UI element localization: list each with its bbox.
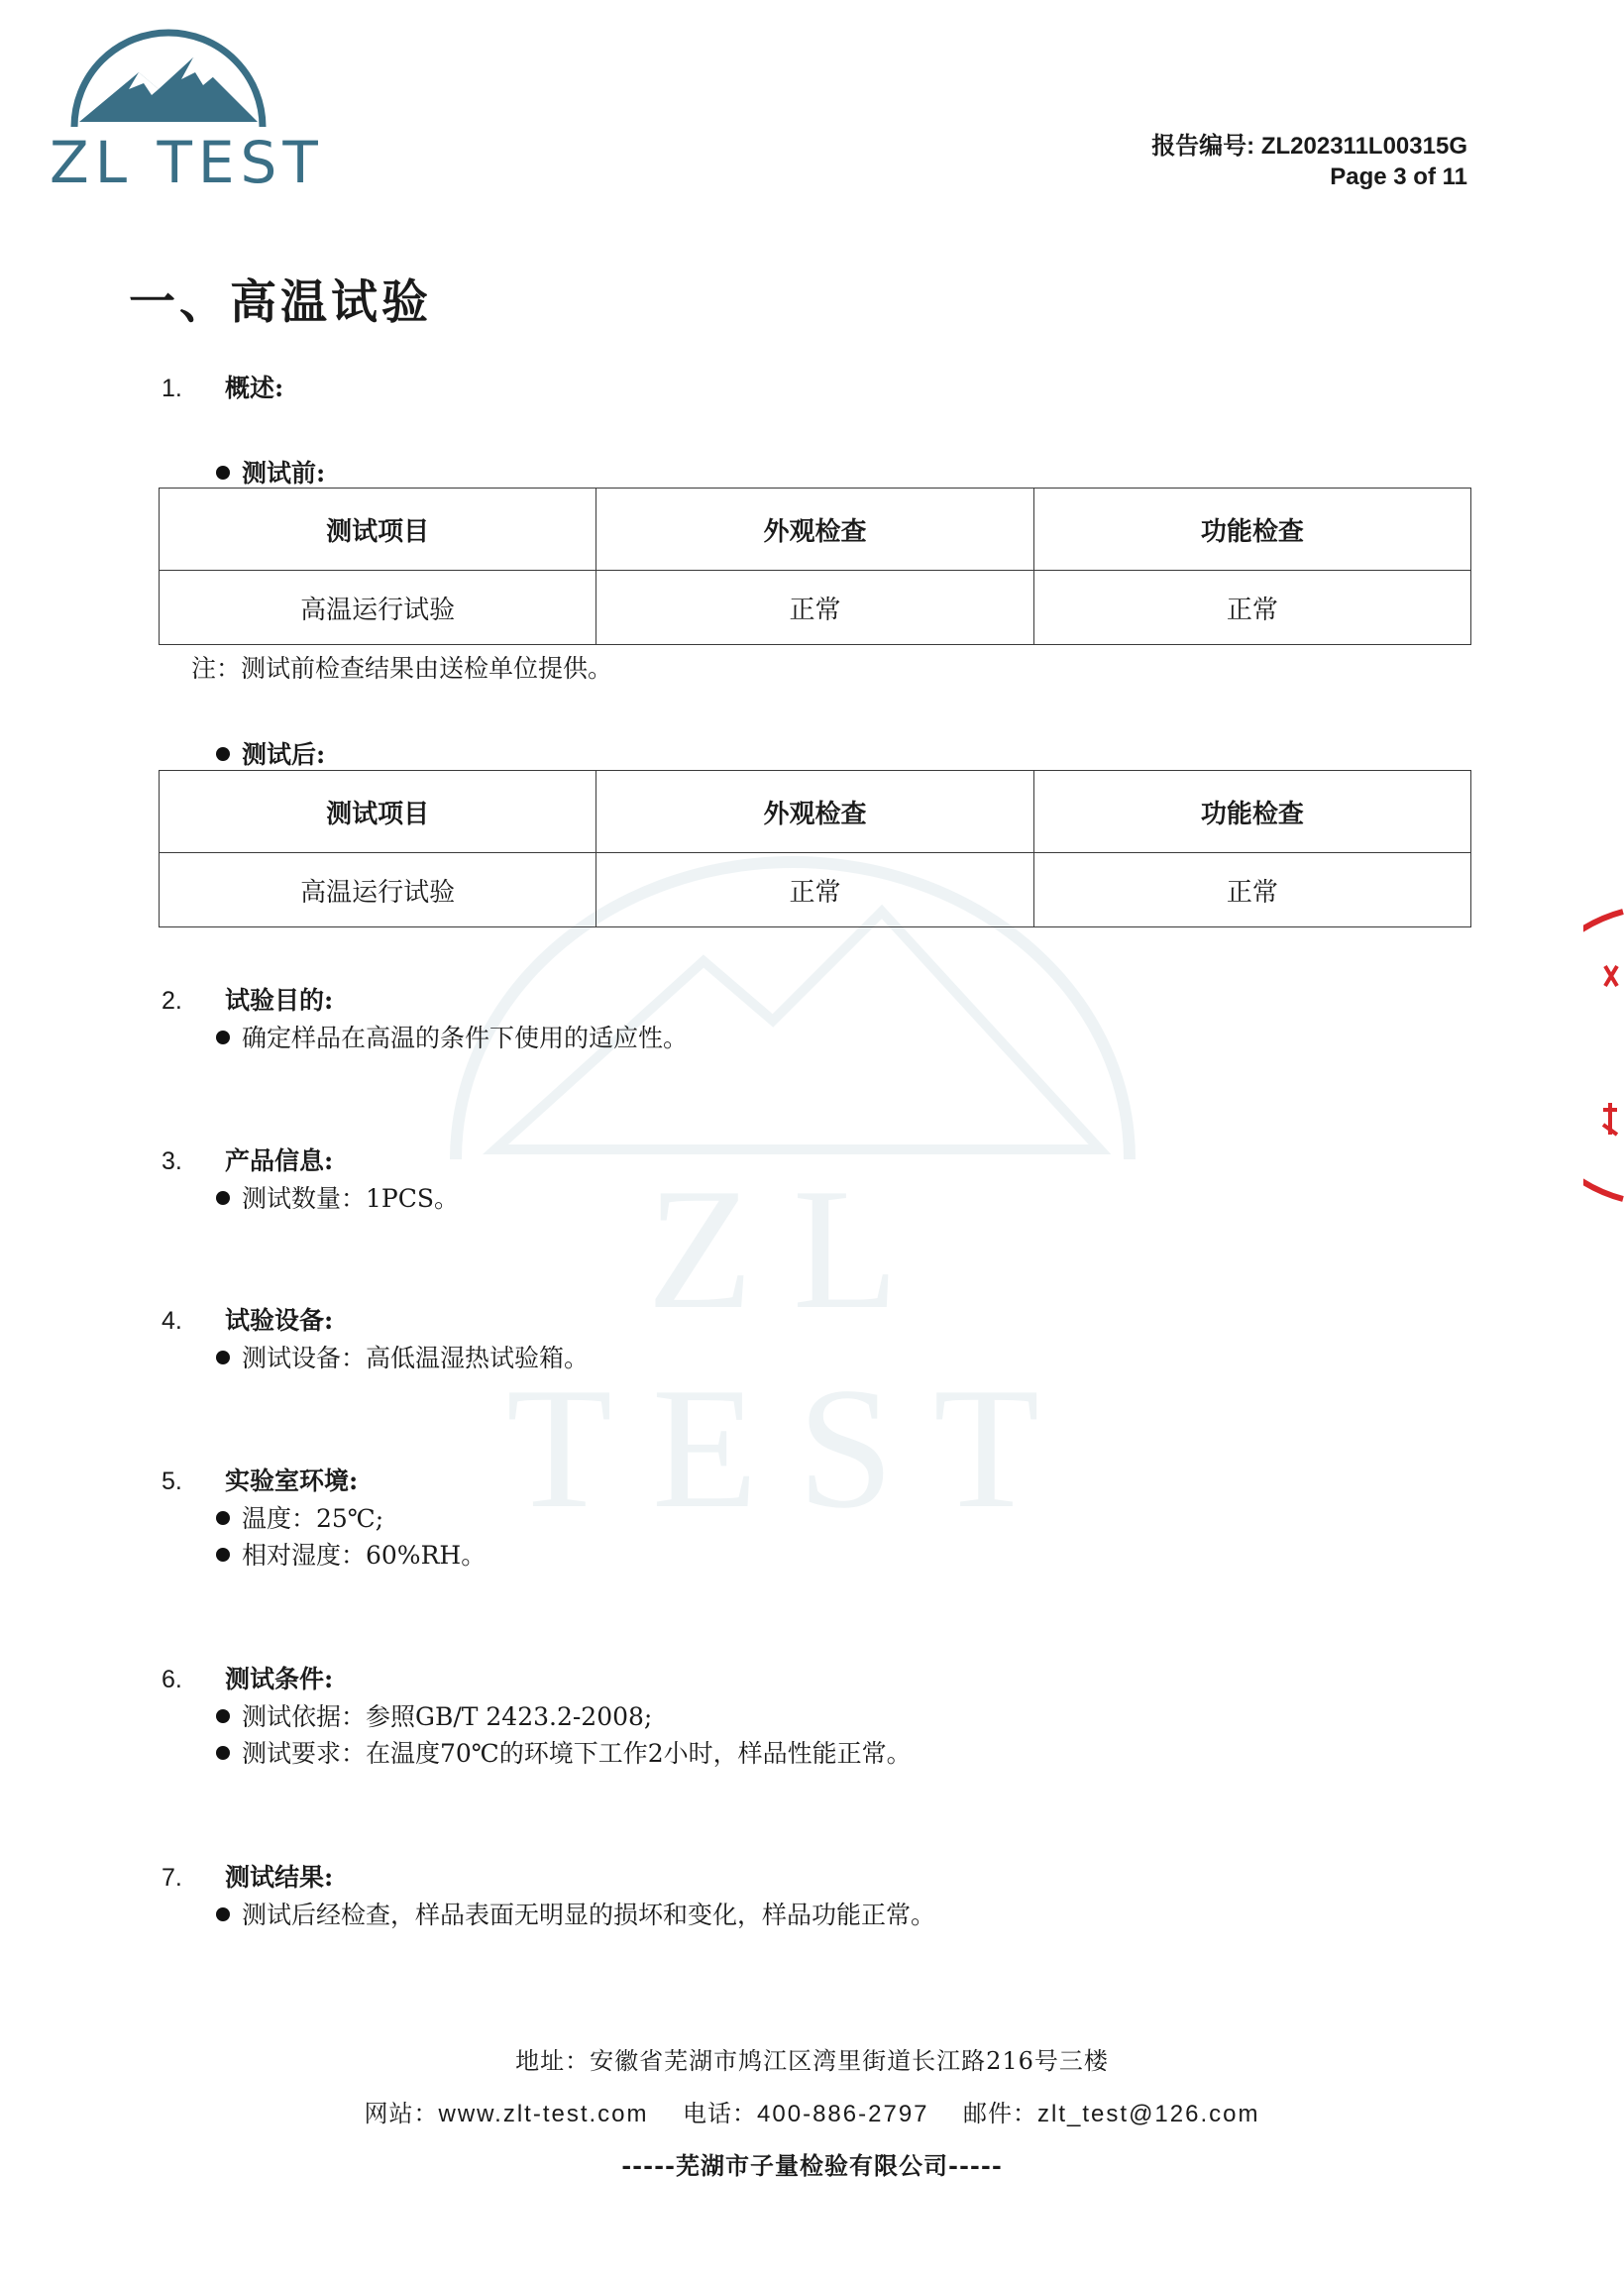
item-title: 产品信息: (225, 1146, 334, 1175)
footer-address: 地址：安徽省芜湖市鸠江区湾里街道长江路216号三楼 (515, 2047, 1109, 2075)
table-header-cell: 外观检查 (596, 489, 1033, 571)
table-cell: 高温运行试验 (160, 853, 596, 927)
item-title: 测试条件: (225, 1665, 334, 1693)
table-header-cell: 外观检查 (596, 771, 1033, 853)
table-row (160, 853, 1471, 927)
table-header-cell: 测试项目 (160, 771, 596, 853)
bullet-text: 测试依据：参照GB/T 2423.2-2008; (216, 1697, 652, 1733)
item-number: 5. (162, 1468, 182, 1495)
table-cell: 高温运行试验 (160, 571, 596, 645)
bullet-text: 测试要求：在温度70℃的环境下工作2小时，样品性能正常。 (216, 1734, 912, 1770)
mountain-logo-icon (45, 18, 292, 137)
bullet-text: 确定样品在高温的条件下使用的适应性。 (216, 1019, 688, 1054)
item-number: 4. (162, 1307, 182, 1335)
table-header-cell: 功能检查 (1033, 771, 1470, 853)
bullet-text: 温度：25℃; (216, 1499, 383, 1535)
item-number: 3. (162, 1147, 182, 1175)
website-label: 网站： (364, 2100, 439, 2127)
website-link[interactable]: www.zlt-test.com (438, 2101, 649, 2127)
table-cell: 正常 (1033, 853, 1470, 927)
table-note: 注：测试前检查结果由送检单位提供。 (191, 654, 613, 683)
report-number: 报告编号: ZL202311L00315G (1151, 133, 1467, 160)
table-cell: 正常 (596, 853, 1033, 927)
after-test-table (159, 770, 1471, 927)
email-label: 邮件： (963, 2100, 1038, 2127)
bullet-text: 测试数量：1PCS。 (216, 1179, 459, 1215)
seal-icon (1583, 907, 1624, 1204)
footer-contact (0, 2094, 1624, 2128)
item-number: 6. (162, 1666, 182, 1693)
footer-company: -----芜湖市子量检验有限公司----- (621, 2151, 1003, 2180)
item-title: 试验目的: (225, 986, 334, 1015)
seal-stamp-fragment (1583, 907, 1624, 1204)
before-test-label: 测试前: (216, 454, 325, 489)
item-test-results (162, 1858, 333, 1894)
table-cell: 正常 (1033, 571, 1470, 645)
page-number: Page 3 of 11 (1330, 163, 1467, 190)
watermark-text: ZL TEST (505, 1152, 1080, 1544)
item-title: 实验室环境: (225, 1467, 359, 1495)
bullet-text: 相对湿度：60%RH。 (216, 1536, 486, 1572)
table-row (160, 571, 1471, 645)
table-header-cell: 功能检查 (1033, 489, 1470, 571)
table-header-cell: 测试项目 (160, 489, 596, 571)
company-logo (45, 18, 324, 206)
item-number: 1. (162, 375, 182, 402)
table-header-row (160, 489, 1471, 571)
item-title: 试验设备: (225, 1306, 334, 1335)
item-title: 概述: (225, 374, 284, 402)
phone-number: 400-886-2797 (757, 2101, 929, 2127)
section-title: 一、高温试验 (129, 275, 432, 330)
bullet-text: 测试后经检查，样品表面无明显的损坏和变化，样品功能正常。 (216, 1896, 935, 1931)
item-number: 7. (162, 1864, 182, 1892)
item-number: 2. (162, 987, 182, 1015)
before-test-table (159, 488, 1471, 645)
report-header (1151, 131, 1467, 192)
table-cell: 正常 (596, 571, 1033, 645)
item-test-conditions (162, 1660, 333, 1695)
item-purpose (162, 981, 333, 1017)
item-product-info (162, 1142, 333, 1177)
after-test-label: 测试后: (216, 735, 325, 771)
item-overview (162, 369, 283, 404)
bullet-text: 测试设备：高低温湿热试验箱。 (216, 1339, 589, 1374)
item-title: 测试结果: (225, 1863, 334, 1892)
item-equipment (162, 1301, 333, 1337)
phone-label: 电话： (683, 2100, 758, 2127)
item-lab-environment (162, 1462, 358, 1497)
email-link[interactable]: zlt_test@126.com (1037, 2101, 1260, 2127)
table-header-row (160, 771, 1471, 853)
logo-text: ZL TEST (50, 129, 324, 196)
